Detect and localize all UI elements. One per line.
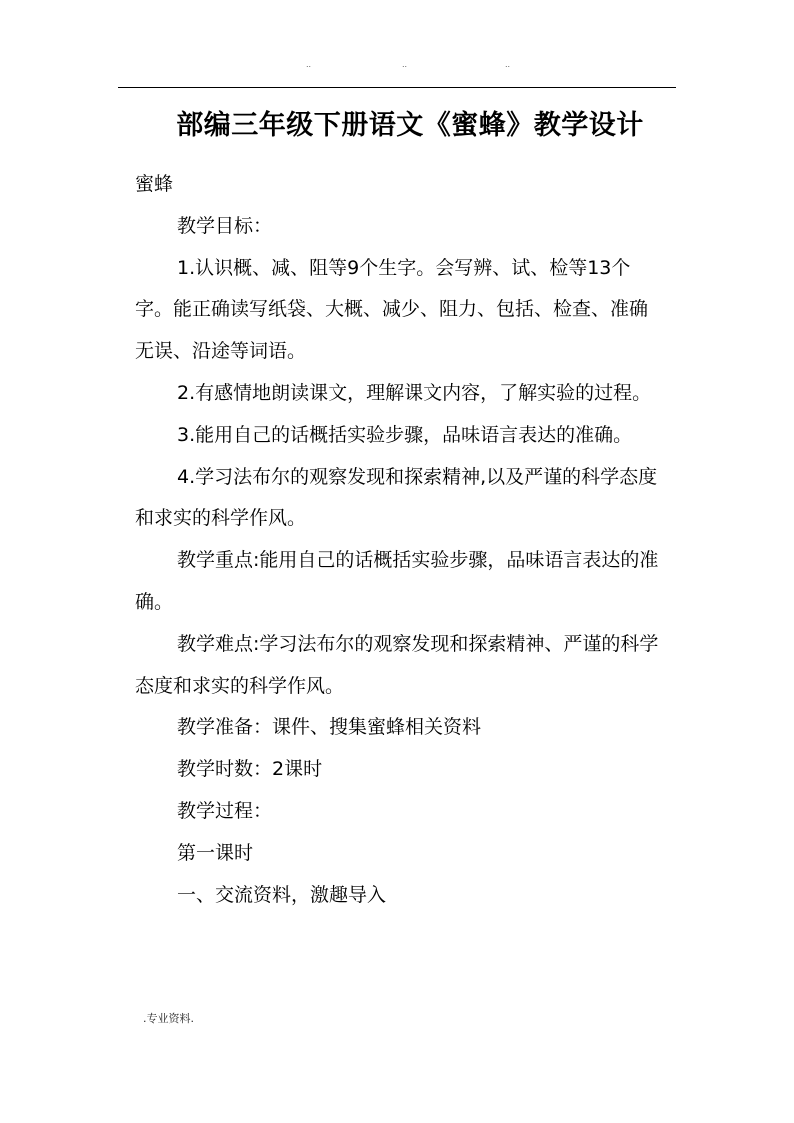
document-body xyxy=(135,164,660,916)
key-point: 教学重点:能用自己的话概括实验步骤，品味语言表达的准确。 xyxy=(135,549,659,613)
objectives-heading: 教学目标： xyxy=(177,214,273,237)
class-hours: 教学时数：2课时 xyxy=(177,758,323,781)
objective-4: 4.学习法布尔的观察发现和探索精神,以及严谨的科学态度和求实的科学作风。 xyxy=(135,465,658,530)
objective-1: 1.认识概、减、阻等9个生字。会写辨、试、检等13个字。能正确读写纸袋、大概、减少、阻力、包括、检查、准确无误、沿途等词语。 xyxy=(135,256,649,363)
objective-2: 2.有感情地朗读课文，理解课文内容，了解实验的过程。 xyxy=(177,381,652,404)
document-title: 部编三年级下册语文《蜜蜂》教学设计 xyxy=(176,110,644,141)
objective-3: 3.能用自己的话概括实验步骤，品味语言表达的准确。 xyxy=(177,423,633,446)
header-rule xyxy=(118,87,676,88)
process-heading: 教学过程： xyxy=(177,799,273,822)
footer-label: .专业资料. xyxy=(143,1012,194,1025)
section-1-heading: 一、交流资料，激趣导入 xyxy=(177,883,387,906)
lesson-name: 蜜蜂 xyxy=(135,173,174,195)
difficult-point: 教学难点:学习法布尔的观察发现和探索精神、严谨的科学态度和求实的科学作风。 xyxy=(135,632,659,697)
page-header-dots xyxy=(0,60,794,74)
header-dot: .. xyxy=(402,60,408,69)
header-dot: .. xyxy=(505,60,511,69)
header-dot: .. xyxy=(306,60,312,69)
first-lesson-heading: 第一课时 xyxy=(177,841,254,864)
preparation: 教学准备：课件、搜集蜜蜂相关资料 xyxy=(177,716,482,739)
